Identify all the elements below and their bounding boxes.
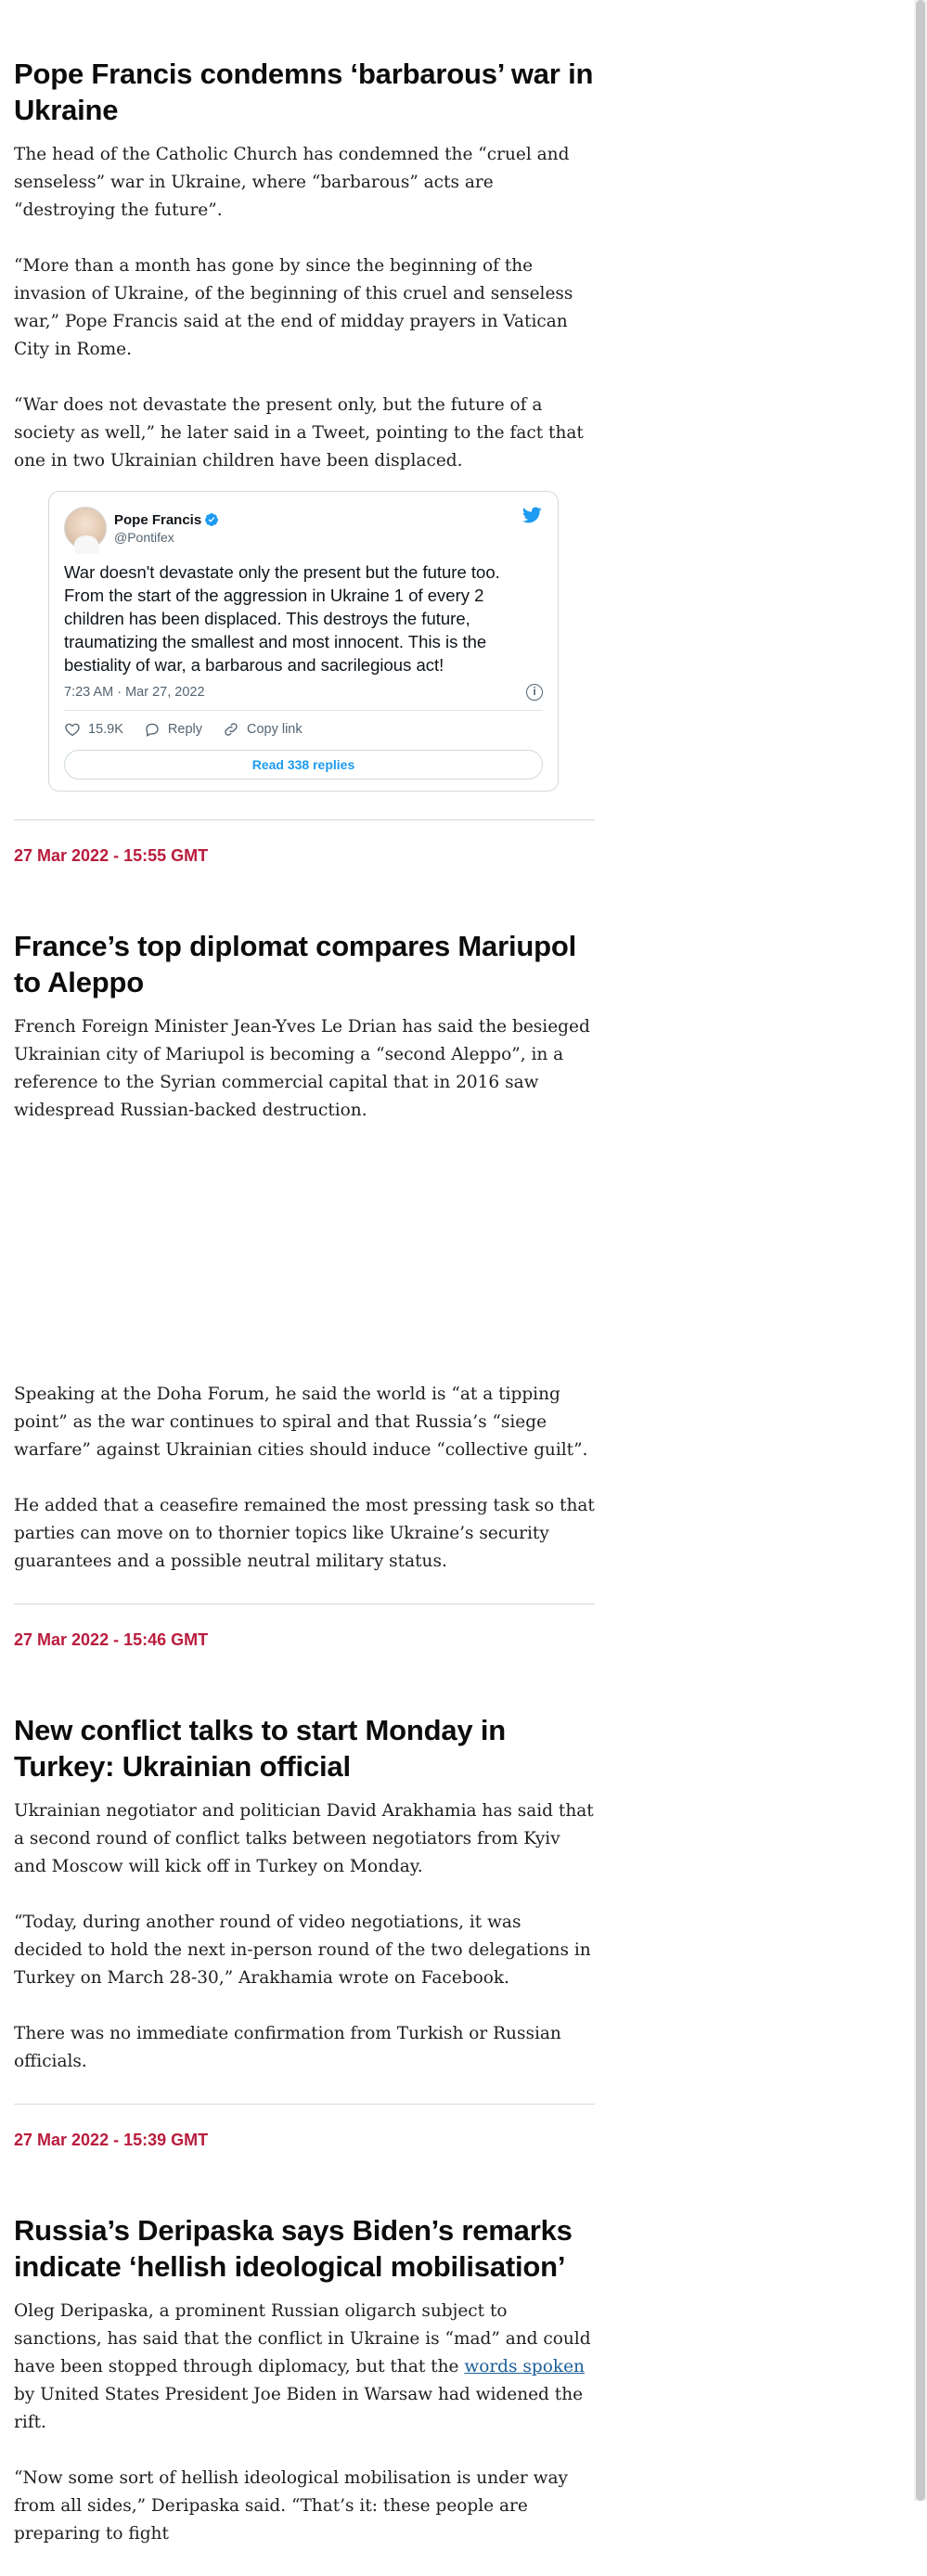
live-blog-feed bbox=[14, 56, 595, 2576]
copy-link-button[interactable] bbox=[223, 721, 303, 738]
verified-badge-icon bbox=[204, 512, 219, 527]
post-timestamp: 27 Mar 2022 - 15:55 GMT bbox=[14, 846, 209, 865]
post-paragraph: Speaking at the Doha Forum, he said the world is “at a tipping point” as the war continues to spiral and that Russia’s “siege warfare” against Ukrainian cities should induce “collective guilt”. bbox=[14, 1385, 588, 1460]
live-post-turkey-talks bbox=[14, 1629, 595, 2076]
post-paragraph: The head of the Catholic Church has condemned the “cruel and senseless” war in Ukraine, where “barbarous” acts are “destroying the future”. bbox=[14, 145, 570, 220]
read-replies-button[interactable]: Read 338 replies bbox=[64, 750, 543, 779]
post-paragraph: “More than a month has gone by since the beginning of the invasion of Ukraine, of the beginning of this cruel and senseless war,” Pope Francis said at the end of midday prayers in Vatican City in Rome. bbox=[14, 256, 573, 359]
tweet-text: War doesn't devastate only the present but the future too. From the start of the aggression in Ukraine 1 of every 2 children has been displaced. This destroys the future, traumatizing the smallest and most innocent. This is the bestiality of war, a barbarous and sacrilegious act! bbox=[64, 562, 500, 675]
post-paragraph: “Today, during another round of video negotiations, it was decided to hold the next in-person round of the two delegations in Turkey on March 28-30,” Arakhamia wrote on Facebook. bbox=[14, 1913, 591, 1988]
like-button[interactable] bbox=[64, 721, 123, 738]
paragraph-text: by United States President Joe Biden in Warsaw had widened the rift. bbox=[14, 2385, 584, 2432]
post-paragraph: “Now some sort of hellish ideological mobilisation is under way from all sides,” Deripaska said. “That’s it: these people are preparing to fight bbox=[14, 2468, 568, 2544]
tweet-divider bbox=[64, 710, 543, 711]
scrollbar-thumb[interactable] bbox=[916, 0, 925, 2501]
post-divider bbox=[14, 2104, 595, 2105]
like-count: 15.9K bbox=[88, 722, 123, 737]
post-timestamp: 27 Mar 2022 - 15:46 GMT bbox=[14, 1630, 209, 1649]
post-paragraph bbox=[14, 2298, 595, 2437]
post-headline: New conflict talks to start Monday in Turkey: Ukrainian official bbox=[14, 1714, 507, 1783]
reply-bubble-icon bbox=[144, 721, 161, 738]
twitter-bird-icon[interactable] bbox=[521, 505, 543, 525]
tweet-author-name[interactable]: Pope Francis bbox=[114, 511, 202, 528]
tweet-embed[interactable] bbox=[48, 491, 559, 792]
post-paragraph: “War does not devastate the present only, but the future of a society as well,” he later said in a Tweet, pointing to the fact that one in two Ukrainian children have been displaced. bbox=[14, 395, 584, 470]
post-headline: Pope Francis condemns ‘barbarous’ war in Ukraine bbox=[14, 58, 594, 126]
post-timestamp: 27 Mar 2022 - 15:39 GMT bbox=[14, 2131, 209, 2149]
post-paragraph: There was no immediate confirmation from Turkish or Russian officials. bbox=[14, 2024, 561, 2071]
live-post-pope bbox=[14, 56, 595, 792]
tweet-author[interactable] bbox=[64, 505, 543, 551]
link-icon bbox=[223, 721, 239, 738]
tweet-author-handle[interactable]: @Pontifex bbox=[114, 529, 174, 545]
info-icon[interactable]: i bbox=[526, 684, 543, 701]
post-headline: France’s top diplomat compares Mariupol to Aleppo bbox=[14, 930, 576, 998]
reply-label: Reply bbox=[167, 722, 202, 737]
post-paragraph: French Foreign Minister Jean-Yves Le Drian has said the besieged Ukrainian city of Mariupol is becoming a “second Aleppo”, in a reference to the Syrian commercial capital that in 2016 saw widespread Russian-backed destruction. bbox=[14, 1017, 590, 1120]
copy-link-label: Copy link bbox=[246, 722, 303, 737]
post-paragraph: He added that a ceasefire remained the most pressing task so that parties can move on to thornier topics like Ukraine’s security guarantees and a possible neutral military status. bbox=[14, 1496, 595, 1571]
post-divider bbox=[14, 819, 595, 820]
live-post-deripaska bbox=[14, 2129, 595, 2548]
scrollbar-track[interactable] bbox=[914, 0, 927, 2501]
words-spoken-link[interactable]: words spoken bbox=[464, 2357, 585, 2376]
post-headline: Russia’s Deripaska says Biden’s remarks indicate ‘hellish ideological mobilisation’ bbox=[14, 2214, 573, 2283]
reply-button[interactable] bbox=[144, 721, 202, 738]
heart-icon bbox=[64, 721, 81, 738]
embed-placeholder bbox=[14, 1125, 595, 1381]
paragraph-text: Oleg Deripaska, a prominent Russian oligarch subject to sanctions, has said that the conflict in Ukraine is “mad” and could have been stopped through diplomacy, but that the bbox=[14, 2301, 591, 2376]
live-post-france bbox=[14, 844, 595, 1576]
post-paragraph: Ukrainian negotiator and politician David Arakhamia has said that a second round of conflict talks between negotiators from Kyiv and Moscow will kick off in Turkey on Monday. bbox=[14, 1801, 594, 1876]
avatar[interactable] bbox=[64, 507, 107, 549]
tweet-timestamp-link[interactable]: 7:23 AM · Mar 27, 2022 bbox=[64, 685, 205, 700]
